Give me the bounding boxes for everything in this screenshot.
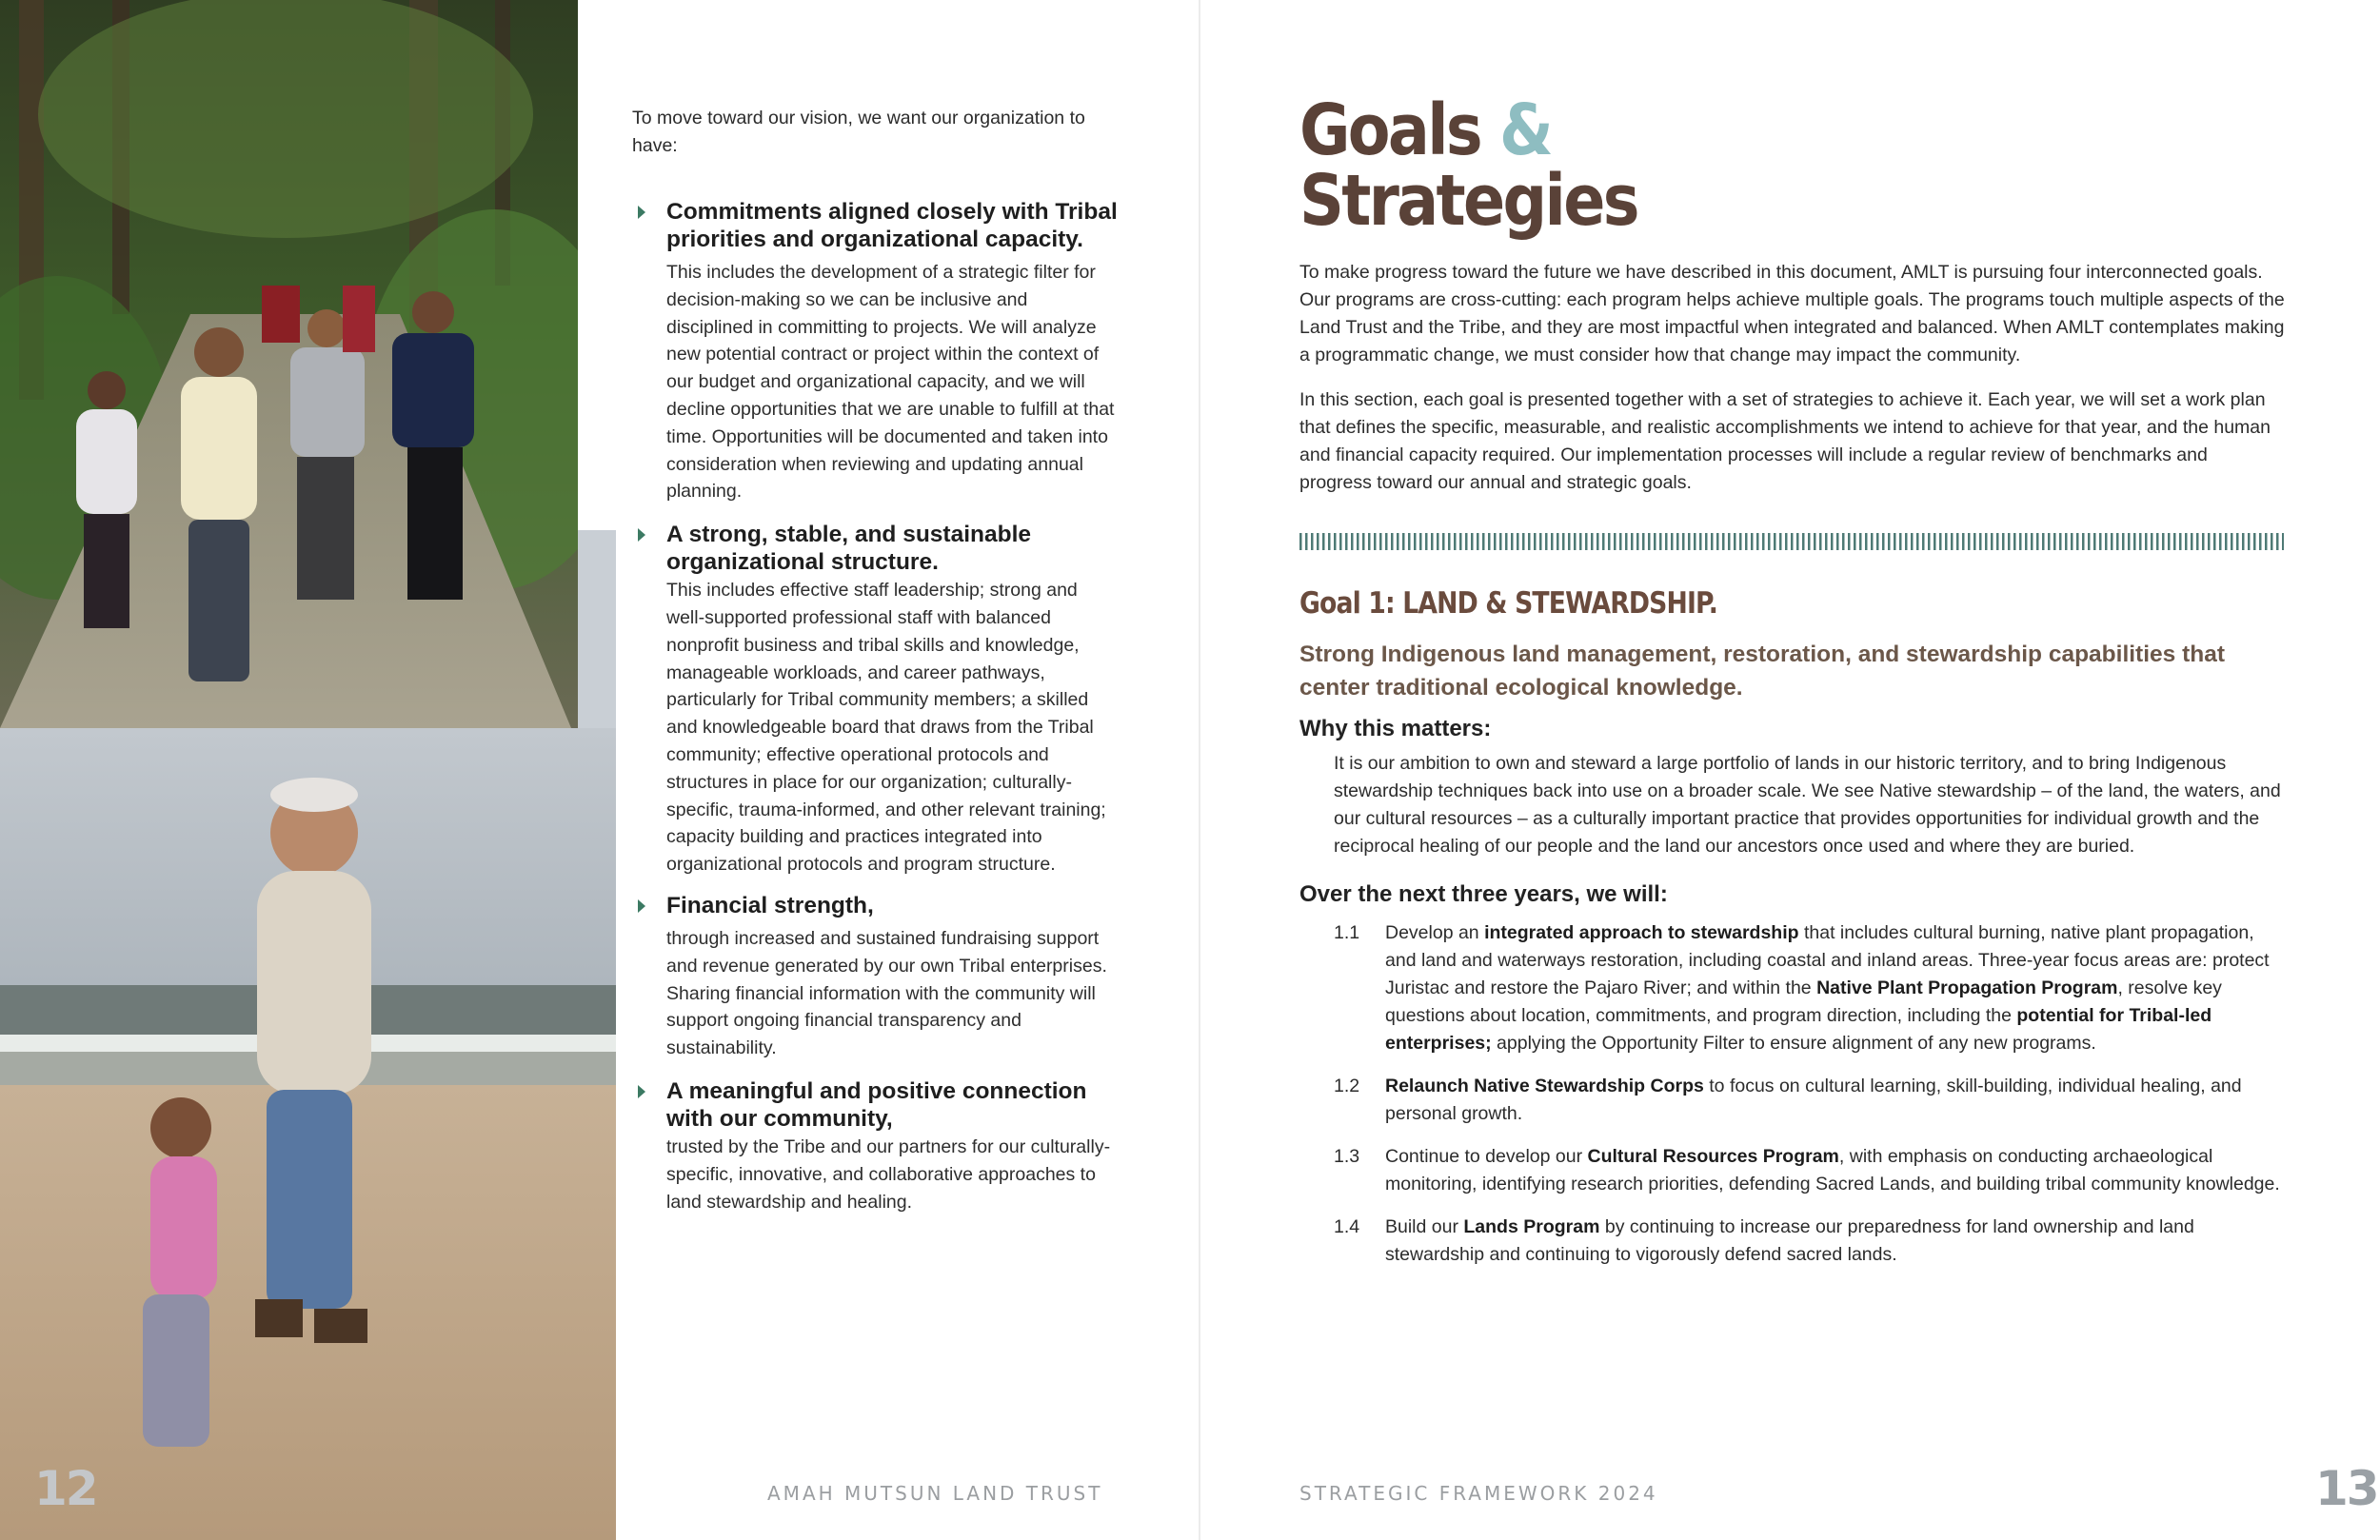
item-number: 1.3 <box>1334 1146 1360 1167</box>
why-heading: Why this matters: <box>1299 716 1492 741</box>
right-text-column <box>1299 89 2285 1284</box>
page-title <box>1299 89 2167 242</box>
goal-title: Goal 1: LAND & STEWARDSHIP. <box>1299 586 1718 621</box>
item-number: 1.2 <box>1334 1076 1360 1096</box>
striped-divider <box>1299 533 2284 550</box>
item-text: Develop an <box>1385 922 1485 943</box>
strategy-item-1-1 <box>1299 919 2285 1057</box>
why-text: It is our ambition to own and steward a large portfolio of lands in our historic territory, and to bring Indigenous stewardship techniques back into use on a broader scale. We see Native stewardship – of the land, the waters, and our cultural resources – as a culturally important practice that provides opportunities for individual growth and the reciprocal healing of our people and the land our ancestors once used and where they are buried. <box>1334 753 2281 857</box>
strategies-heading: Over the next three years, we will: <box>1299 881 1668 907</box>
title-line-1: Goals <box>1299 89 1481 171</box>
arrow-bullet-icon <box>638 528 645 542</box>
strategy-item-1-3 <box>1299 1143 2285 1198</box>
title-ampersand: & <box>1499 89 1552 171</box>
bullet-body: through increased and sustained fundraising support and revenue generated by our own Tribal enterprises. Sharing financial information with the community will support ongoing financial transparency and sustainability. <box>666 927 1107 1059</box>
bullet-heading: Commitments aligned closely with Tribal priorities and organizational capacity. <box>666 199 1118 252</box>
bullet-financial-strength <box>632 892 1118 1062</box>
item-bold: Lands Program <box>1463 1216 1600 1237</box>
page-fold <box>1199 0 1200 1540</box>
intro-text: To move toward our vision, we want our organization to have: <box>632 108 1085 156</box>
item-text: Continue to develop our <box>1385 1146 1588 1167</box>
arrow-bullet-icon <box>638 1085 645 1098</box>
item-text: applying the Opportunity Filter to ensure alignment of any new programs. <box>1491 1033 2096 1054</box>
item-number: 1.1 <box>1334 922 1360 943</box>
item-bold: Cultural Resources Program <box>1587 1146 1839 1167</box>
strategy-item-1-2 <box>1299 1073 2285 1128</box>
item-text: by continuing to increase our preparedness for land ownership and land stewardship and continuing to vigorously defend sacred lands. <box>1385 1216 2194 1265</box>
section-paragraph: In this section, each goal is presented together with a set of strategies to achieve it. Each year, we will set a work plan that defines the specific, measurable, and realistic accomplishments we intend to achieve for that year, and the human and financial capacity required. Our implementation processes will include a regular review of benchmarks and progress toward our annual and strategic goals. <box>1299 389 2271 493</box>
bullet-body: This includes effective staff leadership; strong and well-supported professional staff with balanced nonprofit business and tribal skills and knowledge, manageable workloads, and career pathways, particularly for Tribal community members; a skilled and knowledgeable board that draws from the Tribal community; effective operational protocols and structures in place for our organization; culturally-specific, trauma-informed, and other relevant training; capacity building and practices integrated into organizational protocols and program structure. <box>666 580 1106 876</box>
strategy-item-1-4 <box>1299 1214 2285 1269</box>
item-bold: potential for Tribal-led enterprises; <box>1385 1005 2212 1054</box>
item-text: that includes cultural burning, native plant propagation, and land and waterways restoration, including coastal and inland areas. Three-year focus areas are: protect Juristac and restore the Pajaro River; and within the <box>1385 922 2270 998</box>
item-bold: Native Plant Propagation Program <box>1816 977 2118 998</box>
bullet-community-connection <box>632 1077 1118 1215</box>
bullet-heading: A strong, stable, and sustainable organizational structure. <box>666 522 1032 576</box>
item-bold: integrated approach to stewardship <box>1484 922 1799 943</box>
photo-edge-strip <box>578 530 616 728</box>
forest-hike-photo <box>0 0 578 728</box>
intro-paragraph: To make progress toward the future we have described in this document, AMLT is pursuing four interconnected goals. Our programs are cross-cutting: each program helps achieve multiple goals. The programs touch multiple aspects of the Land Trust and the Tribe, and they are most impactful when integrated and balanced. When AMLT contemplates making a programmatic change, we must consider how that change may impact the community. <box>1299 262 2285 365</box>
strategy-list <box>1299 919 2285 1269</box>
bullet-commitments <box>632 198 1118 505</box>
bullet-body: This includes the development of a strategic filter for decision-making so we can be inclusive and disciplined in committing to projects. We will analyze new potential contract or project within the context of our budget and organizational capacity, and we will decline opportunities that we are unable to fulfill at that time. Opportunities will be documented and taken into consideration when reviewing and updating annual planning. <box>666 262 1115 503</box>
bullet-organizational-structure <box>632 521 1118 879</box>
footer-organization: AMAH MUTSUN LAND TRUST <box>767 1482 1103 1505</box>
footer-document-title: STRATEGIC FRAMEWORK 2024 <box>1299 1482 1658 1505</box>
item-text: , resolve key questions about location, commitments, and program direction, including the <box>1385 977 2222 1026</box>
item-text: Build our <box>1385 1216 1464 1237</box>
arrow-bullet-icon <box>638 899 645 913</box>
goal-subtitle: Strong Indigenous land management, restoration, and stewardship capabilities that center traditional ecological knowledge. <box>1299 642 2225 701</box>
item-bold: Relaunch Native Stewardship Corps <box>1385 1076 1704 1096</box>
beach-walk-photo <box>0 728 616 1540</box>
arrow-bullet-icon <box>638 206 645 219</box>
left-text-column <box>632 105 1118 1215</box>
bullet-heading: A meaningful and positive connection with our community, <box>666 1077 1087 1132</box>
page-number-right: 13 <box>2315 1461 2378 1516</box>
page-number-left: 12 <box>34 1461 97 1516</box>
bullet-body: trusted by the Tribe and our partners for our culturally-specific, innovative, and collaborative approaches to land stewardship and healing. <box>666 1135 1111 1213</box>
title-line-2: Strategies <box>1299 160 1637 242</box>
item-text: to focus on cultural learning, skill-building, individual healing, and personal growth. <box>1385 1076 2242 1124</box>
item-number: 1.4 <box>1334 1216 1360 1237</box>
bullet-heading: Financial strength, <box>666 892 874 918</box>
item-text: , with emphasis on conducting archaeological monitoring, identifying research priorities, defending Sacred Lands, and building tribal community knowledge. <box>1385 1146 2280 1194</box>
